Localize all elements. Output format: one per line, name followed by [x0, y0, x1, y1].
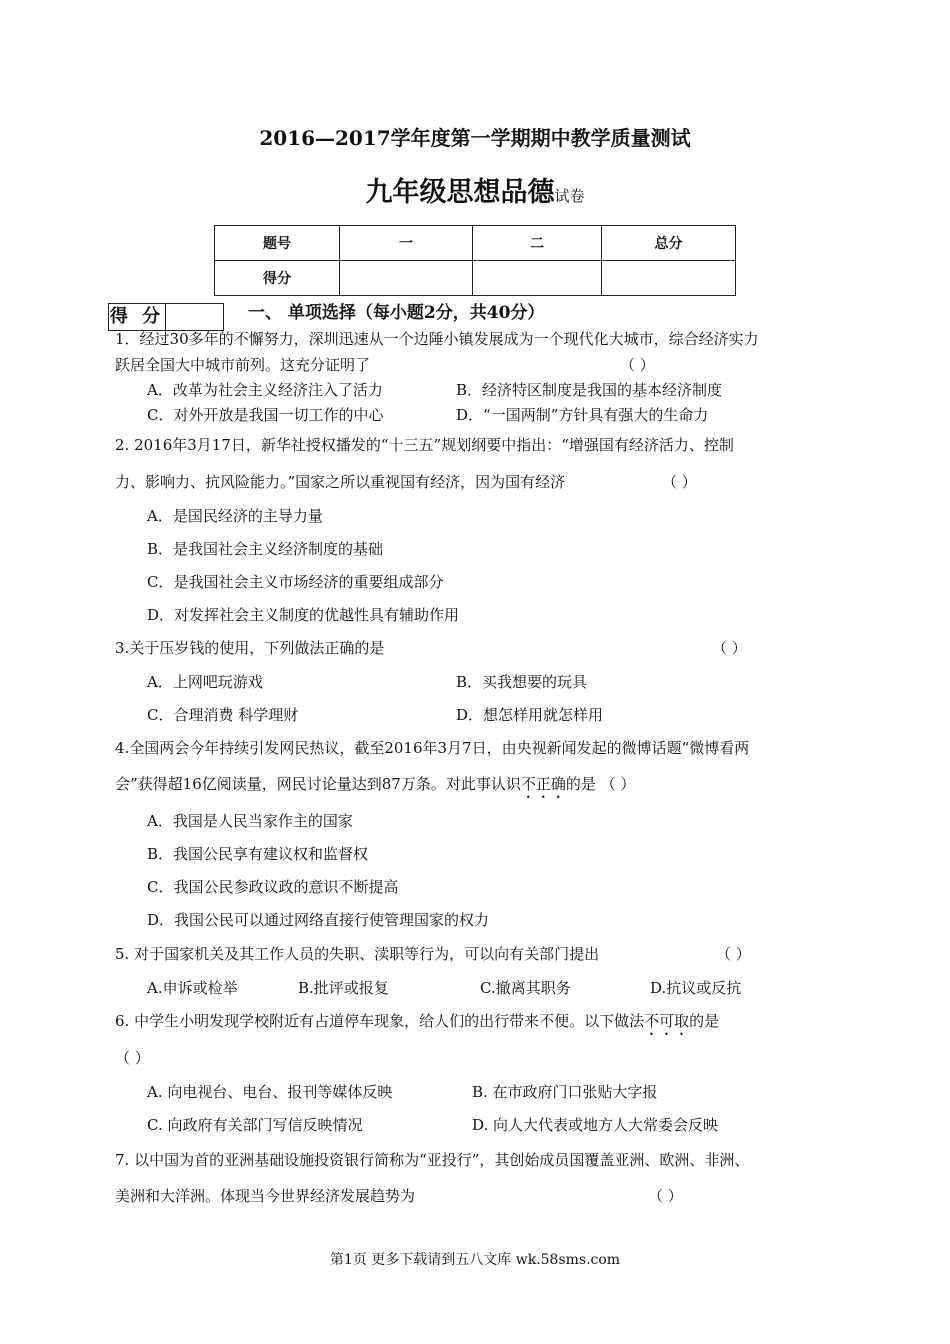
q4-emphasis-text: 不正确: [520, 775, 566, 793]
q6-line1: [115, 1010, 719, 1039]
q2-option-b: B．是我国社会主义经济制度的基础: [147, 540, 384, 558]
q3-option-c: C．合理消费 科学理财: [147, 706, 299, 724]
q2-line2: 力、影响力、抗风险能力。”国家之所以重视国有经济，因为国有经济: [115, 473, 566, 491]
q5-option-b: B.批评或报复: [298, 979, 389, 997]
q2-option-c: C．是我国社会主义市场经济的重要组成部分: [147, 573, 444, 591]
q4-option-b: B．我国公民享有建议权和监督权: [147, 845, 369, 863]
q4-option-c: C．我国公民参政议政的意识不断提高: [147, 878, 399, 896]
q6-option-b: B. 在市政府门口张贴大字报: [472, 1083, 658, 1101]
q1-option-c: C．对外开放是我国一切工作的中心: [147, 406, 384, 424]
score-table: [214, 225, 736, 296]
q2-line1: 2. 2016年3月17日，新华社授权播发的“十三五”规划纲要中指出：“增强国有经济活力、控制: [115, 436, 734, 454]
q3-option-d: D．想怎样用就怎样用: [456, 706, 604, 724]
q6-option-d: D. 向人大代表或地方人大常委会反映: [472, 1116, 719, 1134]
q6-option-a: A. 向电视台、电台、报刊等媒体反映: [147, 1083, 393, 1101]
score-header-total: 总分: [602, 226, 736, 261]
q4-option-a: A．我国是人民当家作主的国家: [147, 812, 353, 830]
q2-option-a: A．是国民经济的主导力量: [147, 507, 323, 525]
q1-line2: 跃居全国大中城市前列。这充分证明了: [115, 356, 371, 374]
q3-option-a: A．上网吧玩游戏: [147, 673, 263, 691]
q4-line2-post: 的是 （ ）: [565, 775, 636, 793]
q2-option-d: D．对发挥社会主义制度的优越性具有辅助作用: [147, 606, 460, 624]
q1-line1: 1．经过30多年的不懈努力，深圳迅速从一个边陲小镇发展成为一个现代化大城市，综合经济实力: [115, 330, 759, 348]
subject-name: 九年级思想品德: [365, 177, 555, 208]
q5-option-c: C.撤离其职务: [480, 979, 571, 997]
q3-line1: 3.关于压岁钱的使用，下列做法正确的是: [115, 639, 385, 657]
q4-line2: [115, 773, 635, 802]
section-score-box: [108, 303, 224, 331]
q4-line1: 4.全国两会今年持续引发网民热议，截至2016年3月7日，由央视新闻发起的微博话题“微博看两: [115, 739, 750, 757]
subject-suffix: 试卷: [554, 187, 585, 205]
score-row-label: 得分: [215, 261, 340, 296]
q6-emphasis-text: 不可取: [644, 1012, 690, 1030]
q7-line1: 7. 以中国为首的亚洲基础设施投资银行简称为“亚投行”，其创始成员国覆盖亚洲、欧洲、非洲、: [115, 1151, 750, 1169]
q6-answer-paren: （ ）: [115, 1049, 150, 1067]
q1-option-a: A．改革为社会主义经济注入了活力: [147, 381, 383, 399]
exam-title: 2016—2017学年度第一学期期中教学质量测试: [259, 126, 691, 150]
q7-answer-paren: （ ）: [648, 1187, 683, 1205]
section-heading: 一、 单项选择（每小题2分，共40分）: [248, 303, 545, 323]
page-footer: 第1页 更多下载请到五八文库 wk.58sms.com: [329, 1252, 621, 1268]
q5-line1: 5. 对于国家机关及其工作人员的失职、渎职等行为，可以向有关部门提出: [115, 945, 600, 963]
q3-answer-paren: （ ）: [712, 639, 747, 657]
q7-line2: 美洲和大洋洲。体现当今世界经济发展趋势为: [115, 1187, 416, 1205]
q2-answer-paren: （ ）: [662, 473, 697, 491]
q4-line2-pre: 会”获得超16亿阅读量，网民讨论量达到87万条。对此事认识: [115, 775, 521, 793]
q1-option-b: B．经济特区制度是我国的基本经济制度: [456, 381, 723, 399]
q5-option-d: D.抗议或反抗: [650, 979, 742, 997]
score-cell-2: [473, 261, 602, 296]
score-cell-1: [340, 261, 473, 296]
score-header-2: 二: [473, 226, 602, 261]
q6-option-c: C. 向政府有关部门写信反映情况: [147, 1116, 363, 1134]
section-score-label: 得 分: [109, 304, 166, 330]
q1-option-d: D．“一国两制”方针具有强大的生命力: [456, 406, 709, 424]
score-cell-total: [602, 261, 736, 296]
score-header-1: 一: [340, 226, 473, 261]
q3-option-b: B．买我想要的玩具: [456, 673, 588, 691]
exam-subject: [0, 170, 950, 209]
q1-answer-paren: （ ）: [620, 356, 655, 374]
q6-line1-pre: 6. 中学生小明发现学校附近有占道停车现象，给人们的出行带来不便。以下做法: [115, 1012, 645, 1030]
q4-option-d: D．我国公民可以通过网络直接行使管理国家的权力: [147, 911, 490, 929]
q5-answer-paren: （ ）: [716, 945, 751, 963]
score-header-no: 题号: [215, 226, 340, 261]
q6-line1-post: 的是: [689, 1012, 720, 1030]
q5-option-a: A.申诉或检举: [147, 979, 238, 997]
